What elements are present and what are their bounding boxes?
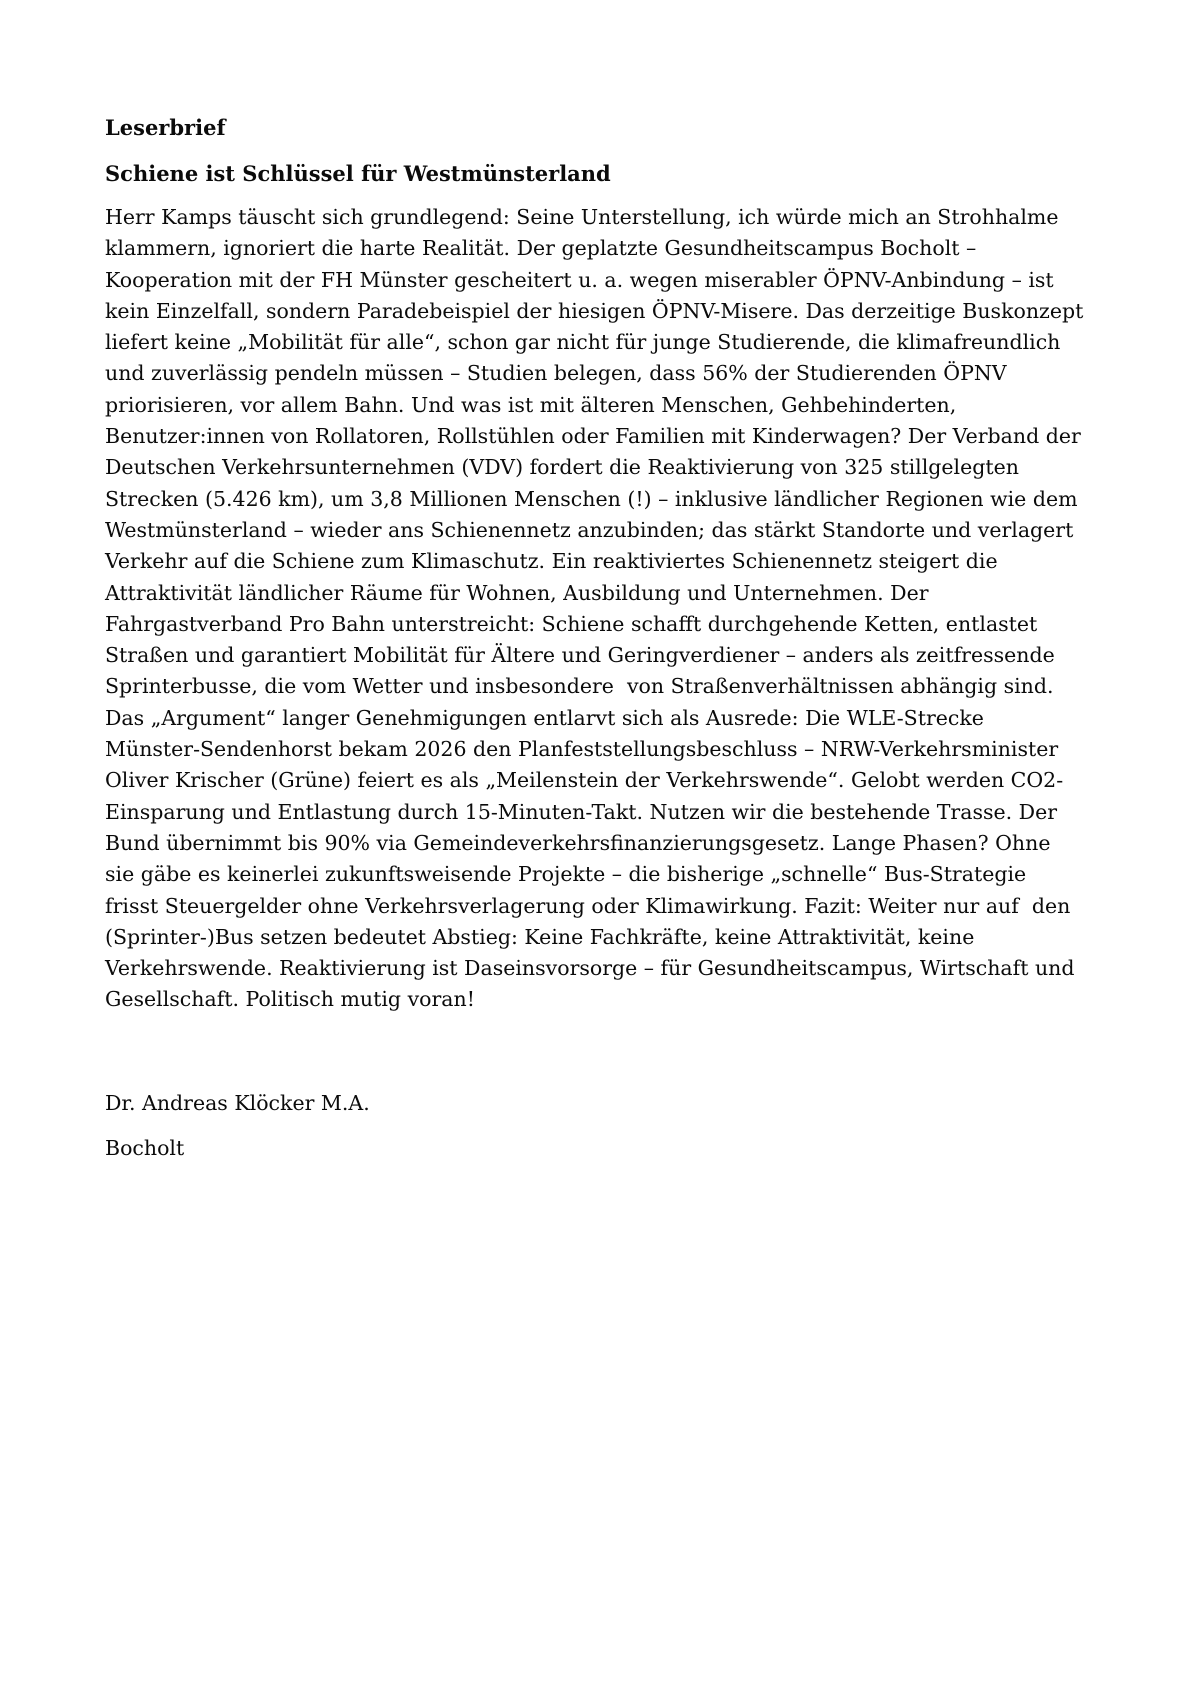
- letter-body: Herr Kamps täuscht sich grundlegend: Seine Unterstellung, ich würde mich an Strohhalme klammern, ignoriert die harte Realität. Der geplatzte Gesundheitscampus Bocholt – Kooperation mit der FH Münster gescheitert u. a. wegen miserabler ÖPNV-Anbindung – ist kein Einzelfall, sondern Paradebeispiel der hiesigen ÖPNV-Misere. Das derzeitige Buskonzept liefert keine „Mobilität für alle“, schon gar nicht für junge Studierende, die klimafreundlich und zuverlässig pendeln müssen – Studien belegen, dass 56% der Studierenden ÖPNV priorisieren, vor allem Bahn. Und was ist mit älteren Menschen, Gehbehinderten, Benutzer:innen von Rollatoren, Rollstühlen oder Familien mit Kinderwagen? Der Verband der Deutschen Verkehrsunternehmen (VDV) fordert die Reaktivierung von 325 stillgelegten Strecken (5.426 km), um 3,8 Millionen Menschen (!) – inklusive ländlicher Regionen wie dem Westmünsterland – wieder ans Schienennetz anzubinden; das stärkt Standorte und verlagert Verkehr auf die Schiene zum Klimaschutz. Ein reaktiviertes Schienennetz steigert die Attraktivität ländlicher Räume für Wohnen, Ausbildung und Unternehmen. Der Fahrgastverband Pro Bahn unterstreicht: Schiene schafft durchgehende Ketten, entlastet Straßen und garantiert Mobilität für Ältere und Geringverdiener – anders als zeitfressende Sprinterbusse, die vom Wetter und insbesondere von Straßenverhältnissen abhängig sind. Das „Argument“ langer Genehmigungen entlarvt sich als Ausrede: Die WLE-Strecke Münster-Sendenhorst bekam 2026 den Planfeststellungsbeschluss – NRW-Verkehrsminister Oliver Krischer (Grüne) feiert es als „Meilenstein der Verkehrswende“. Gelobt werden CO2-Einsparung und Entlastung durch 15-Minuten-Takt. Nutzen wir die bestehende Trasse. Der Bund übernimmt bis 90% via Gemeindeverkehrsfinanzierungsgesetz. Lange Phasen? Ohne sie gäbe es keinerlei zukunftsweisende Projekte – die bisherige „schnelle“ Bus-Strategie frisst Steuergelder ohne Verkehrsverlagerung oder Klimawirkung. Fazit: Weiter nur auf den (Sprinter-)Bus setzen bedeutet Abstieg: Keine Fachkräfte, keine Attraktivität, keine Verkehrswende. Reaktivierung ist Daseinsvorsorge – für Gesundheitscampus, Wirtschaft und Gesellschaft. Politisch mutig voran!: [105, 205, 1090, 1012]
- letter-title: Leserbrief: [105, 115, 226, 140]
- signature-name: Dr. Andreas Klöcker M.A.: [105, 1090, 370, 1115]
- letter-subtitle: Schiene ist Schlüssel für Westmünsterland: [105, 161, 611, 186]
- signature-location: Bocholt: [105, 1135, 185, 1160]
